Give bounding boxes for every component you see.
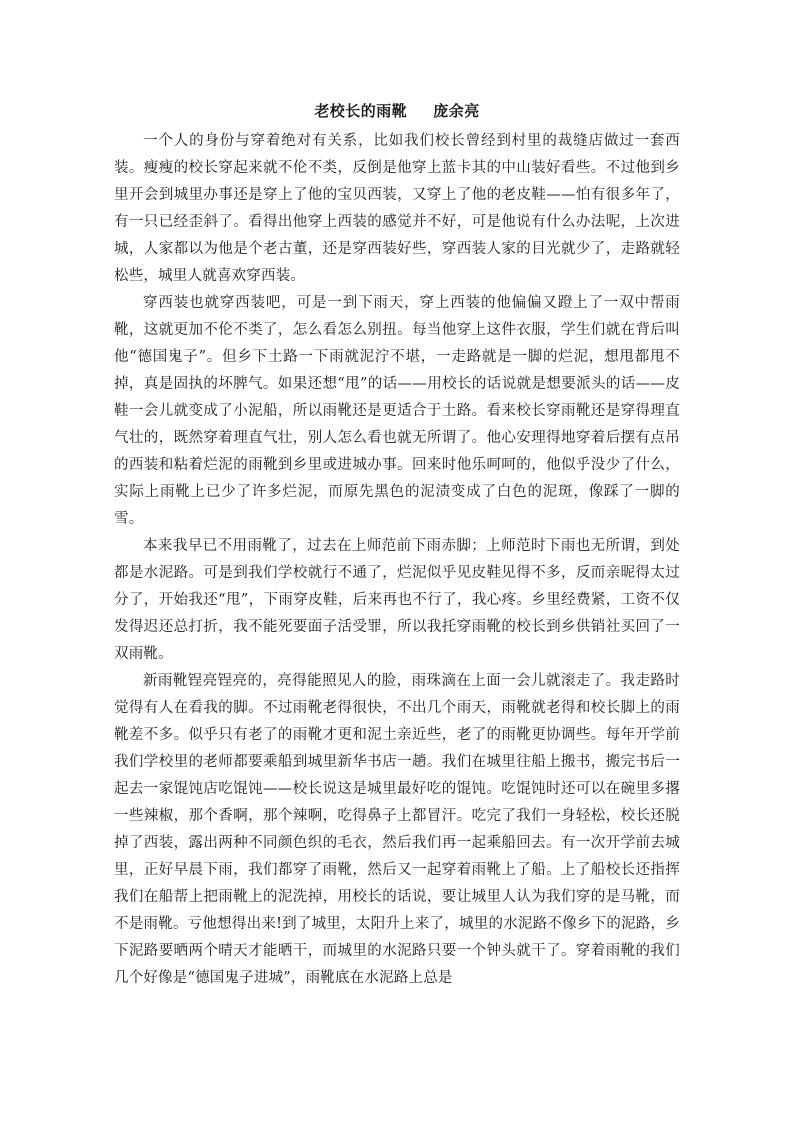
title-text: 老校长的雨靴 (314, 102, 408, 120)
article-title (114, 100, 680, 122)
author-name: 庞余亮 (433, 102, 480, 120)
paragraph-1: 一个人的身份与穿着绝对有关系，比如我们校长曾经到村里的裁缝店做过一套西装。瘦瘦的校长穿起来就不伦不类，反倒是他穿上蓝卡其的中山装好看些。不过他到乡里开会到城里办事还是穿上了他的宝贝西装，又穿上了他的老皮鞋——怕有很多年了，有一只已经歪斜了。看得出他穿上西装的感觉并不好，可是他说有什么办法呢，上次进城，人家都以为他是个老古董，还是穿西装好些，穿西装人家的目光就少了，走路就轻松些，城里人就喜欢穿西装。 (114, 133, 680, 284)
paragraph-2: 穿西装也就穿西装吧，可是一到下雨天，穿上西装的他偏偏又蹬上了一双中帮雨靴，这就更加不伦不类了，怎么看怎么别扭。每当他穿上这件衣服，学生们就在背后叫他“德国鬼子”。但乡下土路一下雨就泥泞不堪，一走路就是一脚的烂泥，想甩都甩不掉，真是固执的坏脾气。如果还想“甩”的话——用校长的话说就是想要派头的话——皮鞋一会儿就变成了小泥船，所以雨靴还是更适合于土路。看来校长穿雨靴还是穿得理直气壮的，既然穿着理直气壮，别人怎么看也就无所谓了。他心安理得地穿着后摆有点吊的西装和粘着烂泥的雨靴到乡里或进城办事。回来时他乐呵呵的，他似乎没少了什么，实际上雨靴上已少了许多烂泥，而原先黑色的泥渍变成了白色的泥斑，像踩了一脚的雪。 (114, 295, 680, 527)
paragraph-3: 本来我早已不用雨靴了，过去在上师范前下雨赤脚；上师范时下雨也无所谓，到处都是水泥路。可是到我们学校就行不通了，烂泥似乎见皮鞋见得不多，反而亲昵得太过分了，开始我还“甩”，下雨穿皮鞋，后来再也不行了，我心疼。乡里经费紧，工资不仅发得迟还总打折，我不能死要面子活受罪，所以我托穿雨靴的校长到乡供销社买回了一双雨靴。 (114, 538, 680, 662)
paragraph-4: 新雨靴锃亮锃亮的，亮得能照见人的脸，雨珠滴在上面一会儿就滚走了。我走路时觉得有人在看我的脚。不过雨靴老得很快，不出几个雨天，雨靴就老得和校长脚上的雨靴差不多。似乎只有老了的雨靴才更和泥土亲近些，老了的雨靴更协调些。每年开学前我们学校里的老师都要乘船到城里新华书店一趟。我们在城里往船上搬书，搬完书后一起去一家馄饨店吃馄饨——校长说这是城里最好吃的馄饨。吃馄饨时还可以在碗里多撂一些辣椒，那个香啊，那个辣啊，吃得鼻子上都冒汗。吃完了我们一身轻松，校长还脱掉了西装，露出两种不同颜色织的毛衣，然后我们再一起乘船回去。有一次开学前去城里，正好早晨下雨，我们都穿了雨靴，然后又一起穿着雨靴上了船。上了船校长还指挥我们在船帮上把雨靴上的泥洗掉，用校长的话说，要让城里人认为我们穿的是马靴，而不是雨靴。亏他想得出来!到了城里，太阳升上来了，城里的水泥路不像乡下的泥路，乡下泥路要晒两个晴天才能晒干，而城里的水泥路只要一个钟头就干了。穿着雨靴的我们几个好像是“德国鬼子进城”，雨靴底在水泥路上总是 (114, 673, 680, 986)
article-body (114, 100, 680, 992)
